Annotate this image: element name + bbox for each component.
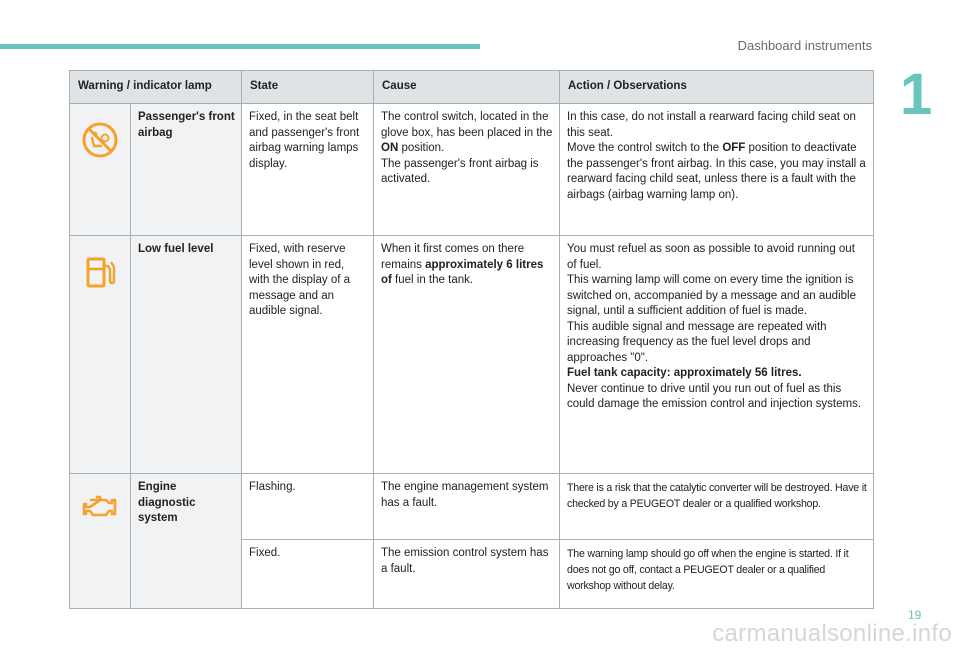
fuel-action-text-4: Never continue to drive until you run out of fuel as this could damage the emission control and injection systems. xyxy=(567,382,862,410)
engine-fixed-cause: The emission control system has a fault. xyxy=(374,540,560,609)
fuel-cause-text-2: fuel in the tank. xyxy=(391,274,474,286)
airbag-action xyxy=(560,104,874,236)
engine-flashing-action: There is a risk that the catalytic converter will be destroyed. Have it checked by a PEUGEOT dealer or a qualified workshop. xyxy=(560,474,874,540)
engine-fixed-state: Fixed. xyxy=(242,540,374,609)
column-header-state: State xyxy=(242,71,374,104)
table-header-row xyxy=(70,71,874,104)
fuel-cause xyxy=(374,236,560,474)
airbag-cause-text-3: The passenger's front airbag is activated. xyxy=(381,157,539,185)
airbag-cause-text-1: The control switch, located in the glove box, has been placed in the xyxy=(381,111,553,139)
airbag-cause-text-2: position. xyxy=(398,142,445,154)
warning-lamps-table xyxy=(69,70,874,609)
passenger-airbag-off-icon xyxy=(80,120,120,160)
column-header-lamp: Warning / indicator lamp xyxy=(70,71,242,104)
fuel-state: Fixed, with reserve level shown in red, with the display of a message and an audible signal. xyxy=(242,236,374,474)
airbag-action-bold: OFF xyxy=(722,142,746,154)
airbag-action-text-1: In this case, do not install a rearward facing child seat on this seat. xyxy=(567,111,856,139)
engine-icon-cell xyxy=(70,474,131,609)
engine-lamp-name: Engine diagnostic system xyxy=(131,474,242,609)
airbag-icon-cell xyxy=(70,104,131,236)
column-header-action: Action / Observations xyxy=(560,71,874,104)
fuel-action-bold: Fuel tank capacity: approximately 56 litres. xyxy=(567,367,802,379)
engine-icon xyxy=(80,490,120,524)
engine-fixed-action: The warning lamp should go off when the engine is started. If it does not go off, contact a PEUGEOT dealer or a qualified workshop without delay. xyxy=(560,540,874,609)
airbag-cause xyxy=(374,104,560,236)
airbag-state: Fixed, in the seat belt and passenger's front airbag warning lamps display. xyxy=(242,104,374,236)
column-header-cause: Cause xyxy=(374,71,560,104)
fuel-action xyxy=(560,236,874,474)
fuel-action-text-1: You must refuel as soon as possible to avoid running out of fuel. xyxy=(567,243,855,271)
table-row-airbag xyxy=(70,104,874,236)
airbag-cause-bold: ON xyxy=(381,142,399,154)
airbag-action-text-2: Move the control switch to the xyxy=(567,142,723,154)
table-row-engine-flashing xyxy=(70,474,874,540)
watermark-text: carmanualsonline.info xyxy=(712,620,952,647)
chapter-number: 1 xyxy=(900,62,933,127)
fuel-action-text-3: This audible signal and message are repeated with increasing frequency as the fuel level drops and approaches "0". xyxy=(567,320,827,364)
fuel-lamp-name: Low fuel level xyxy=(131,236,242,474)
engine-flashing-cause: The engine management system has a fault. xyxy=(374,474,560,540)
fuel-cause-text-1: When it first comes on there remains xyxy=(381,243,525,271)
page-number: 19 xyxy=(908,608,922,622)
section-title: Dashboard instruments xyxy=(737,38,872,53)
fuel-cause-bold: approximately 6 litres of xyxy=(381,258,544,286)
fuel-icon-cell xyxy=(70,236,131,474)
top-accent-bar xyxy=(0,44,480,49)
engine-flashing-state: Flashing. xyxy=(242,474,374,540)
table-row-fuel xyxy=(70,236,874,474)
airbag-action-text-3: position to deactivate the passenger's front airbag. In this case, you may install a rearward facing child seat, unless there is a fault with the airbags (airbag warning lamp on). xyxy=(567,142,866,201)
airbag-lamp-name: Passenger's front airbag xyxy=(131,104,242,236)
fuel-action-text-2: This warning lamp will come on every time the ignition is switched on, accompanied by a message and an audible signal, until a sufficient addition of fuel is made. xyxy=(567,274,856,317)
fuel-pump-icon xyxy=(80,252,120,292)
